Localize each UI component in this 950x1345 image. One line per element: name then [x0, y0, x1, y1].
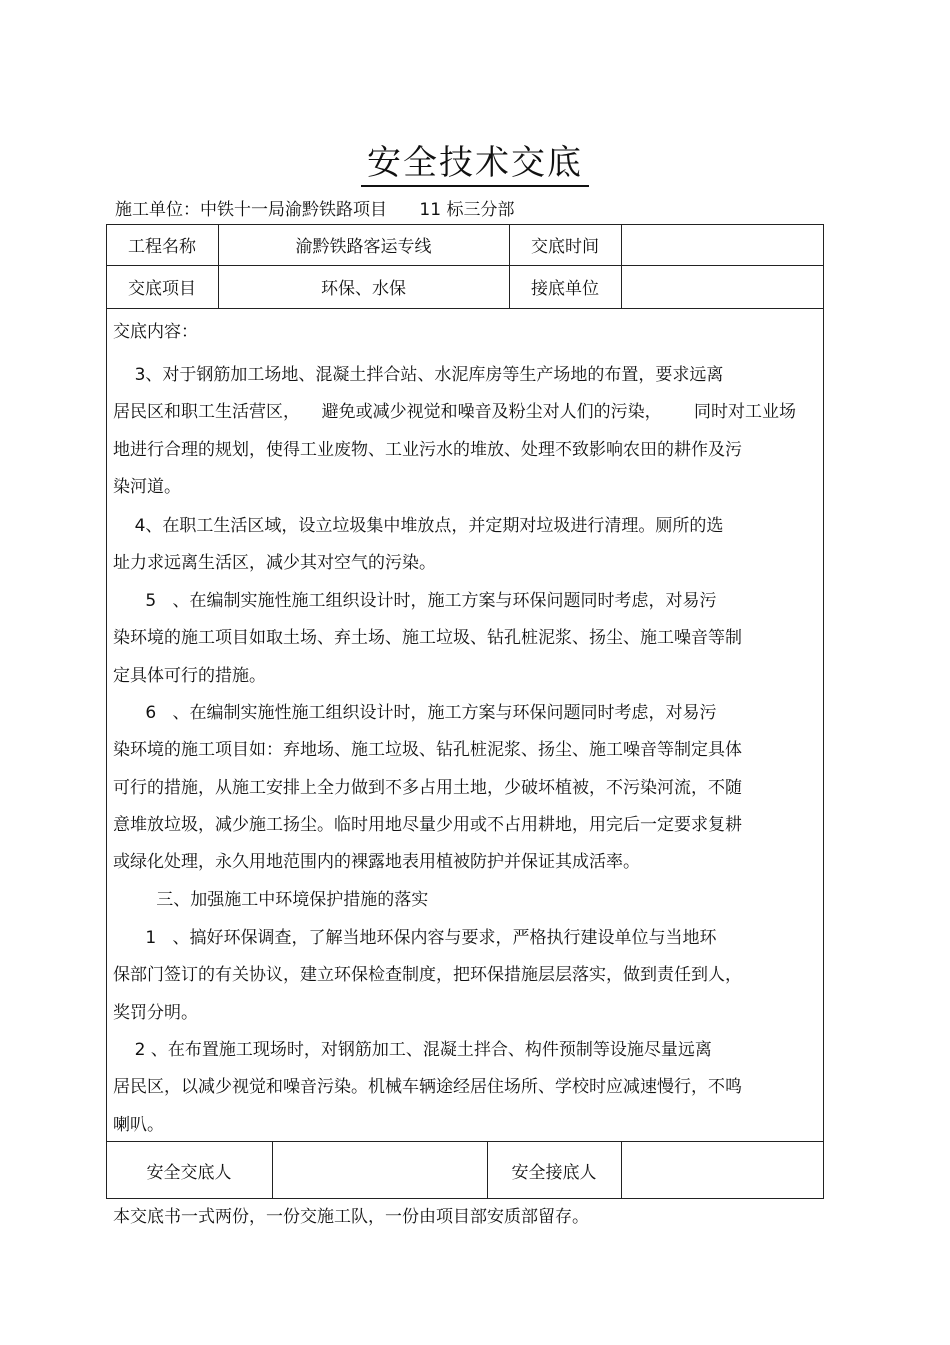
paragraph-line: 居民区和职工生活营区， 避免或减少视觉和噪音及粉尘对人们的污染， 同时对工业场 [113, 402, 797, 423]
handover-item-label: 交底项目 [128, 279, 196, 299]
handover-item-value: 环保、水保 [321, 279, 406, 299]
safety-receiver-label: 安全接底人 [511, 1162, 597, 1183]
paragraph-line: 3、对于钢筋加工场地、混凝土拌合站、水泥库房等生产场地的布置，要求远离 [113, 365, 724, 385]
paragraph-4 [113, 508, 818, 583]
paragraph-line: 6 、在编制实施性施工组织设计时，施工方案与环保问题同时考虑，对易污 [113, 703, 717, 723]
safety-receiver-value [621, 1141, 824, 1199]
paragraph-line: 奖罚分明。 [113, 1002, 198, 1023]
paragraph-line: 染环境的施工项目如：弃地场、施工垃圾、钻孔桩泥浆、扬尘、施工噪音等制定具体 [113, 740, 742, 761]
paragraph-line: 址力求远离生活区，减少其对空气的污染。 [113, 553, 436, 574]
paragraph-line: 居民区，以减少视觉和噪音污染。机械车辆途经居住场所、学校时应减速慢行，不鸣 [113, 1077, 742, 1098]
paragraph-line: 染环境的施工项目如取土场、弃土场、施工垃圾、钻孔桩泥浆、扬尘、施工噪音等制 [113, 628, 742, 649]
paragraph-line: 保部门签订的有关协议，建立环保检查制度，把环保措施层层落实，做到责任到人， [113, 965, 742, 986]
receiving-unit-value [621, 265, 824, 308]
handover-time-value [621, 224, 824, 265]
section-heading-three [113, 882, 818, 919]
handover-time-label: 交底时间 [531, 237, 599, 257]
paragraph-line: 染河道。 [113, 476, 181, 497]
paragraph-section3-2 [113, 1032, 818, 1144]
paragraph-5 [113, 583, 818, 695]
safety-handover-person-label: 安全交底人 [146, 1162, 232, 1183]
paragraph-line: 地进行合理的规划，使得工业废物、工业污水的堆放、处理不致影响农田的耕作及污 [113, 439, 742, 460]
construction-unit-line: 施工单位：中铁十一局渝黔铁路项目 11 标三分部 [115, 200, 515, 220]
paragraph-line: 三、加强施工中环境保护措施的落实 [113, 890, 429, 910]
paragraph-3 [113, 357, 818, 506]
safety-handover-person-value [272, 1141, 487, 1199]
content-label: 交底内容： [113, 322, 198, 342]
paragraph-line: 可行的措施，从施工安排上全力做到不多占用土地，少破坏植被，不污染河流，不随 [113, 777, 742, 798]
paragraph-line: 或绿化处理，永久用地范围内的裸露地表用植被防护并保证其成活率。 [113, 852, 640, 873]
paragraph-6 [113, 695, 818, 881]
document-title-text: 安全技术交底 [361, 143, 589, 187]
paragraph-section3-1 [113, 920, 818, 1032]
receiving-unit-label: 接底单位 [531, 279, 599, 299]
paragraph-line: 喇叭。 [113, 1114, 164, 1135]
paragraph-line: 5 、在编制实施性施工组织设计时，施工方案与环保问题同时考虑，对易污 [113, 591, 717, 611]
document-title [0, 140, 950, 186]
project-name-value: 渝黔铁路客运专线 [295, 237, 432, 257]
paragraph-line: 意堆放垃圾，减少施工扬尘。临时用地尽量少用或不占用耕地，用完后一定要求复耕 [113, 814, 742, 835]
paragraph-line: 定具体可行的措施。 [113, 665, 266, 686]
footer-note: 本交底书一式两份，一份交施工队，一份由项目部安质部留存。 [113, 1207, 589, 1227]
paragraph-line: 4、在职工生活区域，设立垃圾集中堆放点，并定期对垃圾进行清理。厕所的选 [113, 516, 724, 536]
project-name-label: 工程名称 [128, 237, 196, 257]
paragraph-line: 2 、在布置施工现场时，对钢筋加工、混凝土拌合、构件预制等设施尽量远离 [113, 1040, 712, 1060]
paragraph-line: 1 、搞好环保调查，了解当地环保内容与要求，严格执行建设单位与当地环 [113, 928, 717, 948]
table-row-divider [106, 308, 824, 309]
